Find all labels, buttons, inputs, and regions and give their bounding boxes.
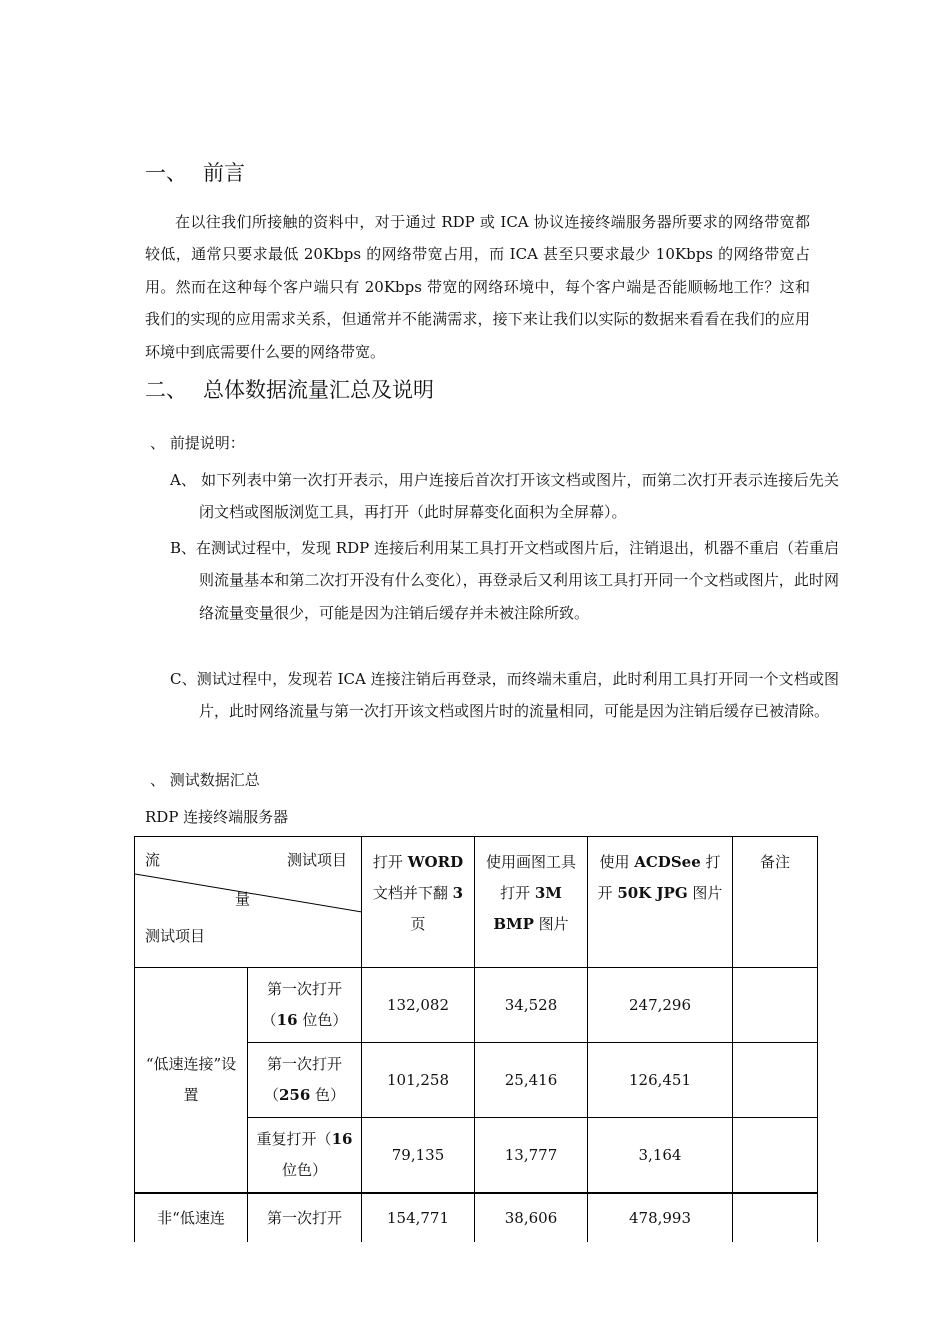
item-c-label: C、 (170, 670, 197, 688)
table-row (135, 968, 818, 1043)
cell-notes (733, 1193, 818, 1242)
item-a (170, 464, 839, 529)
header-notes: 备注 (733, 837, 818, 968)
corner-volume-label: 量 (235, 890, 251, 908)
row2-label-2: 256 (278, 1086, 311, 1104)
row3-label-3: 位色） (281, 1161, 327, 1179)
table-row (135, 1193, 818, 1242)
header-paint-text-2: 3M (534, 884, 562, 902)
header-acdsee-jpg (588, 837, 733, 968)
cell-notes (733, 1043, 818, 1118)
summary-heading: 、 测试数据汇总 (150, 771, 260, 789)
item-b-text: 在测试过程中，发现 RDP 连接后利用某工具打开文档或图片后，注销退出，机器不重启（若重启则流量基本和第二次打开没有什么变化），再登录后又利用该工具打开同一个文档或图片，此时网络流量变量很少，可能是因为注销后缓存并未被注除所致。 (196, 539, 839, 622)
cell-value: 126,451 (588, 1043, 733, 1118)
header-acdsee-text-5: 图片 (687, 884, 723, 902)
cell-value: 79,135 (362, 1118, 475, 1194)
corner-test-item-label: 测试项目 (286, 851, 347, 869)
cell-value: 3,164 (588, 1118, 733, 1194)
header-word-text-4: 3 (452, 884, 464, 902)
row-label-first-16 (248, 968, 362, 1043)
section-1-number: 一、 (145, 161, 187, 185)
item-a-label: A、 (170, 471, 197, 489)
header-word-text-5: 页 (410, 915, 426, 933)
section-2-number: 二、 (145, 378, 187, 402)
header-acdsee-text-1: 使用 (599, 853, 635, 871)
corner-flow-label: 流 (145, 851, 161, 869)
group-non-low-speed: 非“低速连 (135, 1193, 248, 1242)
row3-label-2: 16 (331, 1130, 353, 1148)
section-2-heading (145, 376, 434, 404)
cell-notes (733, 968, 818, 1043)
header-acdsee-text-4: 50K JPG (617, 884, 688, 902)
header-acdsee-text-3: 打开 (597, 853, 721, 902)
row-label-first-256 (248, 1043, 362, 1118)
cell-value: 247,296 (588, 968, 733, 1043)
row3-label-1: 重复打开（ (256, 1130, 332, 1148)
header-paint-text-5: 图片 (533, 915, 569, 933)
corner-test-item-row-label: 测试项目 (145, 927, 206, 945)
rdp-data-table (134, 836, 818, 1242)
corner-header-cell (135, 837, 362, 968)
premise-heading: 、 前提说明： (150, 434, 245, 452)
header-acdsee-text-2: ACDSee (634, 853, 701, 871)
item-c (170, 663, 839, 728)
cell-value: 13,777 (475, 1118, 588, 1194)
cell-value: 25,416 (475, 1043, 588, 1118)
row-label-first: 第一次打开 (248, 1193, 362, 1242)
cell-value: 101,258 (362, 1043, 475, 1118)
header-word-text-2: WORD (407, 853, 464, 871)
table-header-row (135, 837, 818, 968)
header-paint-text-1: 使用画图工具打开 (485, 853, 576, 902)
row-label-repeat-16 (248, 1118, 362, 1194)
row1-label-3: 位色） (297, 1011, 348, 1029)
group-low-speed: “低速连接”设置 (135, 968, 248, 1194)
cell-value: 154,771 (362, 1193, 475, 1242)
section-1-title: 前言 (203, 161, 245, 185)
cell-value: 34,528 (475, 968, 588, 1043)
header-paint-text-4: BMP (493, 915, 534, 933)
cell-notes (733, 1118, 818, 1194)
item-b (170, 532, 839, 629)
item-c-text: 测试过程中，发现若 ICA 连接注销后再登录，而终端未重启，此时利用工具打开同一个文档或图片，此时网络流量与第一次打开该文档或图片时的流量相同，可能是因为注销后缓存已被清除。 (196, 670, 839, 721)
row2-label-1: 第一次打开（ (263, 1055, 342, 1104)
header-word (362, 837, 475, 968)
header-paint-bmp (475, 837, 588, 968)
header-word-text-1: 打开 (372, 853, 408, 871)
section-1-heading (145, 159, 245, 187)
cell-value: 38,606 (475, 1193, 588, 1242)
row1-label-2: 16 (276, 1011, 298, 1029)
row2-label-3: 色） (310, 1086, 346, 1104)
intro-paragraph: 在以往我们所接触的资料中，对于通过 RDP 或 ICA 协议连接终端服务器所要求的网络带宽都较低，通常只要求最低 20Kbps 的网络带宽占用，而 ICA 甚至只要求最少 10Kbps 的网络带宽占用。然而在这种每个客户端只有 20Kbps 带宽的网络环境中，每个客户端是否能顺畅地工作？这和我们的实现的应用需求关系，但通常并不能满需求，接下来让我们以实际的数据来看看在我们的应用环境中到底需要什么要的网络带宽。 (145, 213, 810, 361)
header-word-text-3: 文档并下翻 (372, 884, 453, 902)
cell-value: 478,993 (588, 1193, 733, 1242)
item-a-text: 如下列表中第一次打开表示，用户连接后首次打开该文档或图片，而第二次打开表示连接后先关闭文档或图版浏览工具，再打开（此时屏幕变化面积为全屏幕）。 (196, 471, 839, 522)
cell-value: 132,082 (362, 968, 475, 1043)
section-2-title: 总体数据流量汇总及说明 (203, 378, 434, 402)
row1-label-1: 第一次打开（ (261, 980, 342, 1029)
item-b-label: B、 (170, 539, 197, 557)
table-caption: RDP 连接终端服务器 (145, 808, 289, 826)
